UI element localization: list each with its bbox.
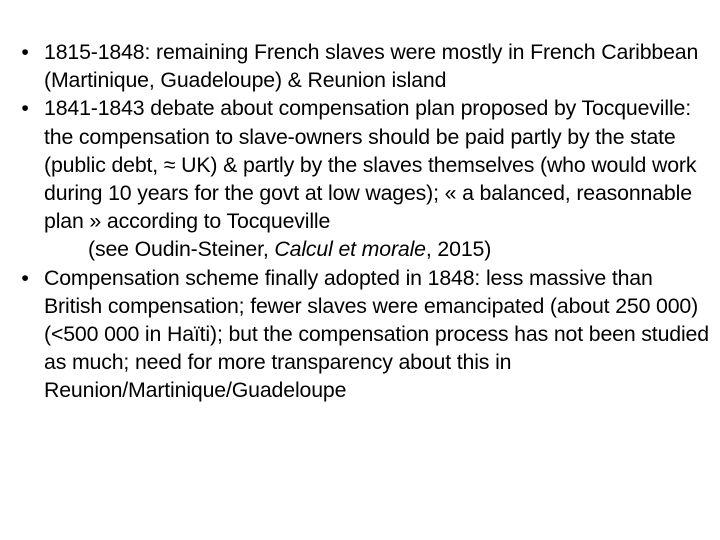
bullet-item-1848-scheme	[14, 264, 710, 405]
reference-line	[44, 235, 710, 263]
bullet-item-1815-1848	[14, 38, 710, 94]
bullet-icon: •	[21, 265, 29, 290]
reference-suffix: , 2015)	[425, 237, 492, 262]
bullet-item-1841-1843	[14, 94, 710, 263]
bullet-text: 1815-1848: remaining French slaves were mostly in French Caribbean (Martinique, Guadeloupe) & Reunion island	[44, 40, 699, 93]
reference-title: Calcul et morale	[274, 237, 426, 262]
bullet-text: Compensation scheme finally adopted in 1848: less massive than British compensation; fewer slaves were emancipated (about 250 000) (<500 000 in Haïti); but the compensation process has not been studied as much; need for more transparency about this in Reunion/Martinique/Guadeloupe	[44, 265, 709, 403]
bullet-icon: •	[21, 40, 29, 64]
bullet-icon: •	[21, 96, 29, 121]
reference-prefix: (see Oudin-Steiner,	[88, 237, 275, 262]
bullet-list	[14, 38, 710, 405]
bullet-text: 1841-1843 debate about compensation plan proposed by Tocqueville: the compensation to slave-owners should be paid partly by the state (public debt, ≈ UK) & partly by the slaves themselves (who would work during 10 years for the govt at low wages); « a balanced, reasonnable plan » according to Tocqueville	[44, 96, 697, 234]
